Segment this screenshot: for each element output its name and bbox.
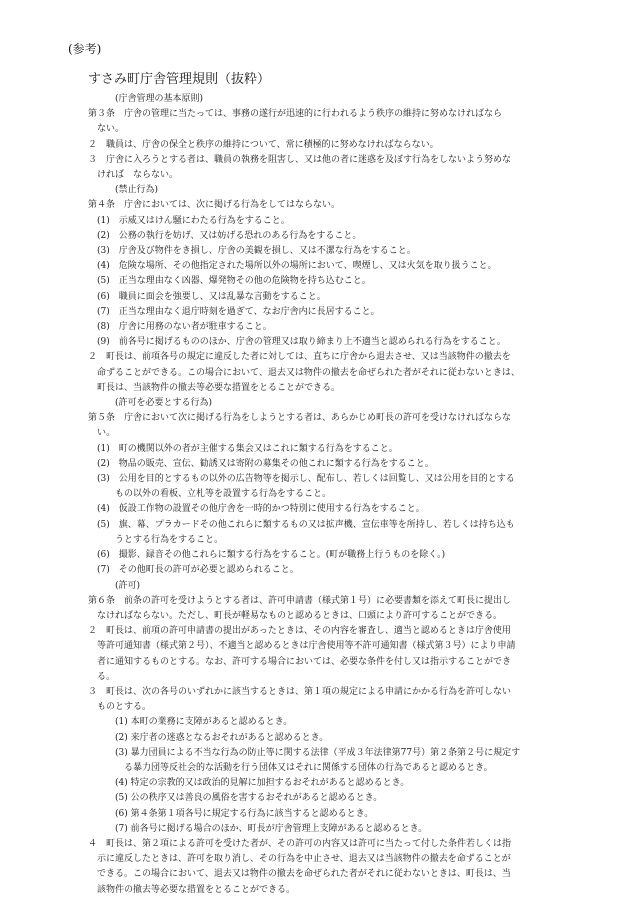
text-line: (4) 仮設工作物の設置その他庁舎を一時的かつ特別に使用する行為をすること。 (97, 504, 425, 515)
text-line: (許可) (115, 580, 141, 591)
text-line: ３ 庁舎に入ろうとする者は、職員の執務を阻害し、又は他の者に迷惑を及ぼす行為をしないよう努めな (88, 154, 512, 165)
text-line: ２ 町長は、前項各号の規定に違反した者に対しては、直ちに庁舎から退去させ、又は当該物件の撤去を (88, 352, 511, 363)
text-line: (3) 暴力団員による不当な行為の防止等に関する法律（平成３年法律第77号）第２条第２号に規定す (115, 747, 521, 758)
text-line: (2) 来庁者の迷惑となるおそれがあると認めるとき。 (115, 732, 329, 743)
text-line: (6) 職員に面会を強要し、又は乱暴な言動をすること。 (97, 291, 326, 302)
text-line: る暴力団等反社会的な活動を行う団体又はそれに関係する団体の行為であると認めるとき。 (124, 762, 493, 773)
text-line: 命ずることができる。この場合において、退去又は物件の撤去を命ぜられた者がそれに従わないときは、 (97, 367, 520, 378)
text-line: (1) 本町の業務に支障があると認めるとき。 (115, 717, 293, 728)
text-line: 者に通知するものとする。なお、許可する場合においては、必要な条件を付し又は指示することができ (97, 656, 512, 667)
text-line: 該物件の撤去等必要な措置をとることができる。 (97, 884, 296, 895)
text-line: (6) 第４条第１項各号に規定する行為に該当すると認めるとき。 (115, 808, 374, 819)
text-line: (7) 前各号に掲げる場合のほか、町長が庁舎管理上支障があると認めるとき。 (115, 823, 428, 834)
text-line: 第４条 庁舎においては、次に掲げる行為をしてはならない。 (88, 200, 341, 211)
text-line: ２ 職員は、庁舎の保全と秩序の維持について、常に積極的に努めなければならない。 (88, 139, 439, 150)
text-line: (8) 庁舎に用務のない者が駐車すること。 (97, 322, 272, 333)
text-line: もの以外の看板、立札等を設置する行為をすること。 (115, 489, 332, 500)
text-line: (7) その他町長の許可が必要と認められること。 (97, 565, 299, 576)
text-line: (許可を必要とする行為) (115, 398, 213, 409)
text-line: (3) 公用を目的とするもの以外の広告物等を掲示し、配布し、若しくは回覧し、又は公用を目的とする (97, 474, 515, 485)
text-line: できる。この場合において、退去又は物件の撤去を命ぜられた者がそれに従わないときは、町長は、当 (97, 869, 511, 880)
text-line: (1) 示威又はけん騒にわたる行為をすること。 (97, 215, 290, 226)
text-line: ２ 町長は、前項の許可申請書の提出があったときは、その内容を審査し、適当と認めるときは庁舎使用 (88, 626, 511, 637)
text-line: 町長は、当該物件の撤去等必要な措置をとることができる。 (97, 382, 341, 393)
text-line: (3) 庁舎及び物件をき損し、庁舎の美観を損し、又は不潔な行為をすること。 (97, 246, 416, 257)
text-line: 等許可通知書（様式第２号）、不適当と認めるときは庁舎使用等不許可通知書（様式第３号）により申請 (97, 641, 516, 652)
reference-label: (参考) (68, 42, 102, 56)
text-line: (4) 特定の宗教的又は政治的見解に加担するおそれがあると認めるとき。 (115, 778, 410, 789)
text-line: 第３条 庁舎の管理に当たっては、事務の遂行が迅速的に行われるよう秩序の維持に努めなければなら (88, 109, 503, 120)
text-line: (5) 正当な理由なく凶器、爆発物その他の危険物を持ち込むこと。 (97, 276, 371, 287)
text-line: (4) 危険な場所、その他指定された場所以外の場所において、喫煙し、又は火気を取り扱うこと。 (97, 261, 497, 272)
text-line: (9) 前各号に掲げるもののほか、庁舎の管理又は取り締まり上不適当と認められる行為をすること。 (97, 337, 506, 348)
text-line: (2) 物品の販売、宣伝、勧誘又は寄附の募集その他これに類する行為をすること。 (97, 458, 434, 469)
text-line: (5) 旗、幕、プラカードその他これらに類するもの又は拡声機、宣伝車等を所持し、若しくは持ち込も (97, 519, 515, 530)
text-line: 第６条 前条の許可を受けようとする者は、許可申請書（様式第１号）に必要書類を添えて町長に提出し (88, 595, 512, 606)
text-line: 第５条 庁舎において次に掲げる行為をしようとする者は、あらかじめ町長の許可を受けなければならな (88, 413, 512, 424)
text-line: 示に違反したときは、許可を取り消し、その行為を中止させ、退去又は当該物件の撤去を命ずることが (97, 854, 511, 865)
text-line: (5) 公の秩序又は善良の風俗を害するおそれがあると認めるとき。 (115, 793, 383, 804)
text-line: (庁舎管理の基本原則) (115, 94, 204, 104)
text-line: る。 (97, 671, 116, 682)
text-line: (1) 町の機関以外の者が主催する集会又はこれに類する行為をすること。 (97, 443, 398, 454)
text-line: い。 (97, 428, 116, 439)
text-line: ければ ならない。 (97, 170, 179, 181)
text-line: うとする行為をすること。 (115, 534, 224, 545)
text-line: (2) 公務の執行を妨げ、又は妨げる恐れのある行為をすること。 (97, 230, 362, 241)
text-line: なければならない。ただし、町長が軽易なものと認めるときは、口頭により許可することができる。 (97, 610, 503, 621)
text-line: ３ 町長は、次の各号のいずれかに該当するときは、第１項の規定による申請にかかる行為を許可しない (88, 686, 512, 697)
text-line: (禁止行為) (115, 185, 159, 196)
text-line: ４ 町長は、第２項による許可を受けた者が、その許可の内容又は許可に当たって付した条件若しくは指 (88, 838, 512, 849)
regulation-body (88, 92, 568, 898)
text-line: (6) 撮影、録音その他これらに類する行為をすること。(町が職務上行うものを除く。) (97, 550, 446, 561)
text-line: ない。 (97, 124, 125, 135)
text-line: (7) 正当な理由なく退庁時刻を過ぎて、なお庁舎内に長居すること。 (97, 306, 380, 317)
text-line: ものとする。 (97, 702, 152, 713)
document-title: すさみ町庁舎管理規則（抜粋） (88, 72, 271, 87)
